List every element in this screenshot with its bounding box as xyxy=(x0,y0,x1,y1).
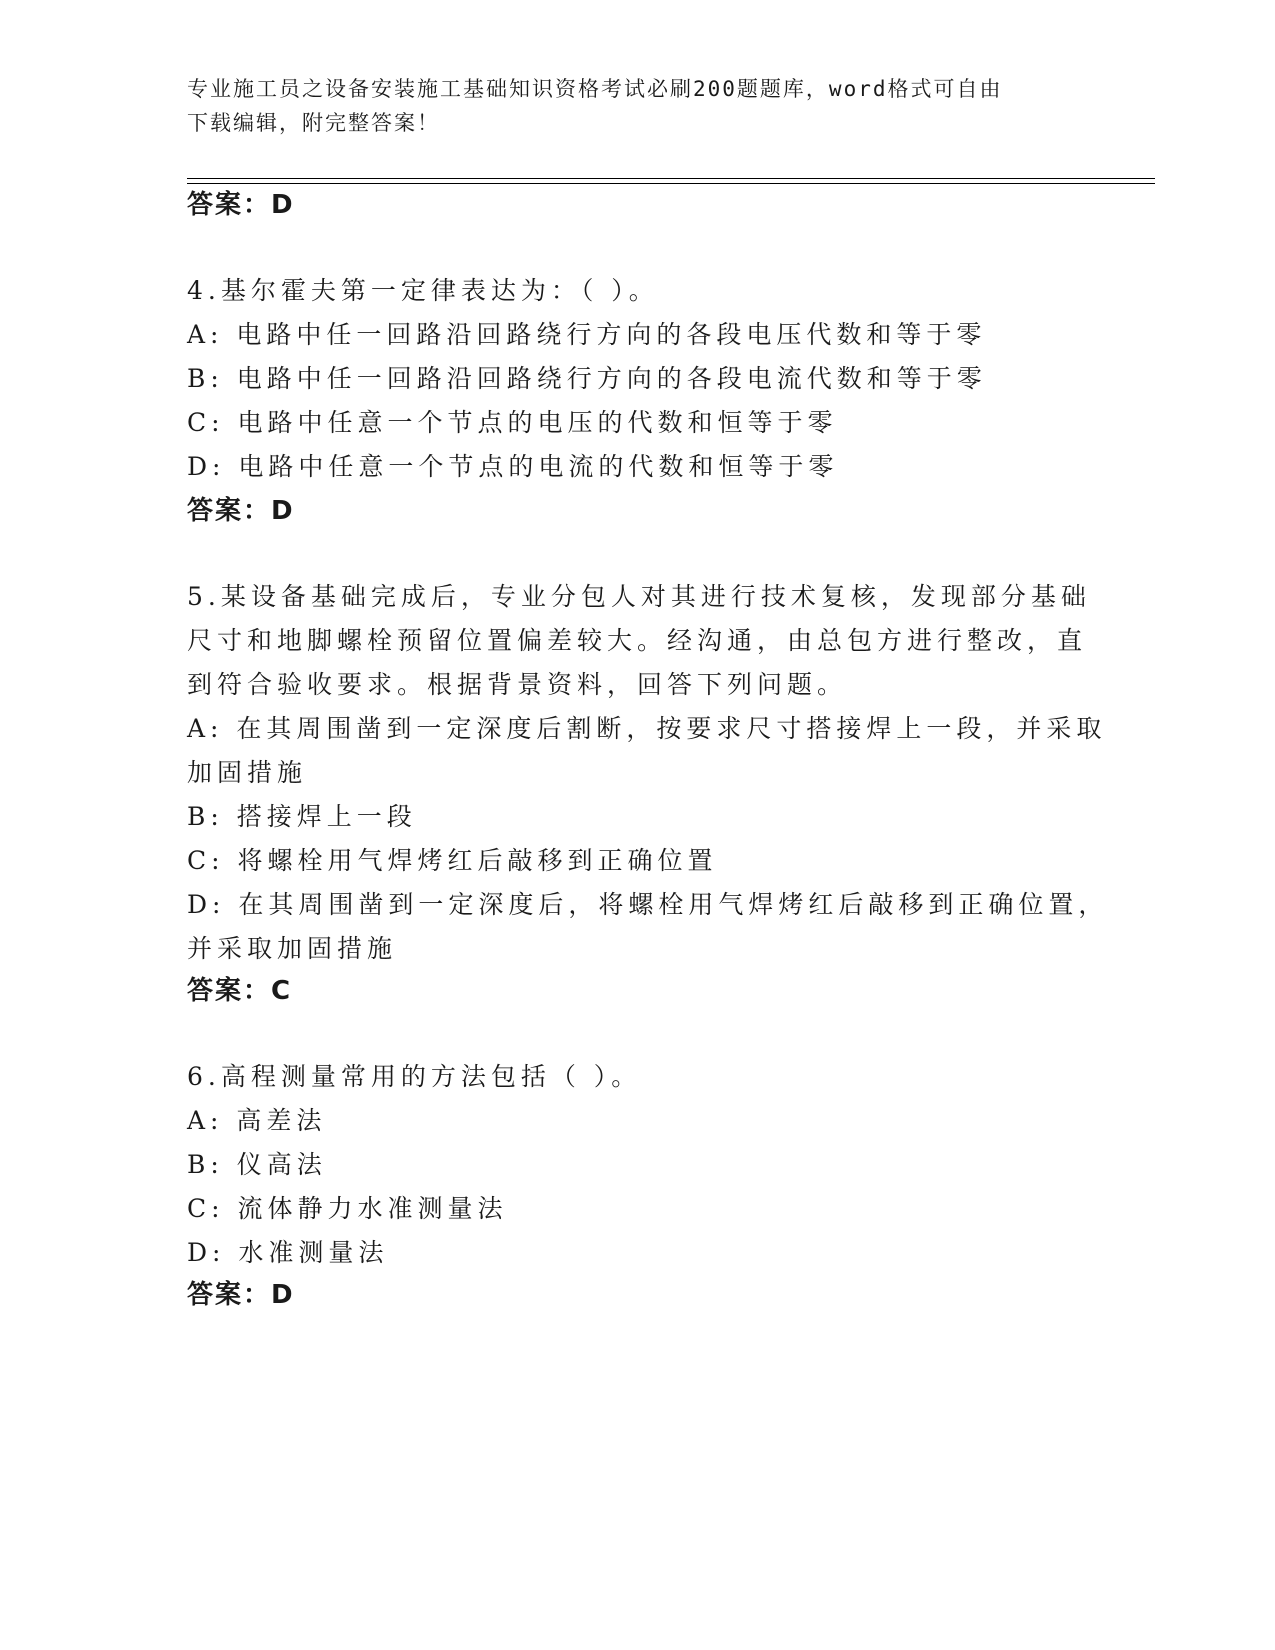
header-divider-bottom xyxy=(187,183,1155,184)
question-4-answer: 答案：D xyxy=(187,496,295,526)
question-4-option-c: C: 电路中任意一个节点的电压的代数和恒等于零 xyxy=(187,408,838,437)
question-5-option-b: B: 搭接焊上一段 xyxy=(187,802,417,831)
question-4-option-d: D: 电路中任意一个节点的电流的代数和恒等于零 xyxy=(187,452,839,481)
question-4-option-b: B: 电路中任一回路沿回路绕行方向的各段电流代数和等于零 xyxy=(187,364,987,393)
question-6-option-d: D: 水准测量法 xyxy=(187,1238,389,1267)
question-5-answer: 答案：C xyxy=(187,976,293,1006)
question-4-option-a: A: 电路中任一回路沿回路绕行方向的各段电压代数和等于零 xyxy=(187,320,987,349)
page-header xyxy=(187,72,1067,140)
question-4-stem: 4.基尔霍夫第一定律表达为：（ ）。 xyxy=(187,276,659,305)
question-5-option-d-line-1: D: 在其周围凿到一定深度后，将螺栓用气焊烤红后敲移到正确位置， xyxy=(187,890,1109,919)
question-6-answer: 答案：D xyxy=(187,1280,295,1310)
header-divider-top xyxy=(187,178,1155,179)
question-5-option-c: C: 将螺栓用气焊烤红后敲移到正确位置 xyxy=(187,846,718,875)
question-6-option-a: A: 高差法 xyxy=(187,1106,327,1135)
question-6-option-b: B: 仪高法 xyxy=(187,1150,327,1179)
header-title-line-2: 下载编辑，附完整答案！ xyxy=(187,111,440,135)
question-5-stem-line-2: 尺寸和地脚螺栓预留位置偏差较大。经沟通，由总包方进行整改，直 xyxy=(187,626,1088,655)
question-5-option-a-line-2: 加固措施 xyxy=(187,758,308,787)
question-6-stem: 6.高程测量常用的方法包括（ ）。 xyxy=(187,1062,642,1091)
header-title-line-1: 专业施工员之设备安装施工基础知识资格考试必刷200题题库，word格式可自由 xyxy=(187,77,1003,101)
question-5-stem-line-1: 5.某设备基础完成后，专业分包人对其进行技术复核，发现部分基础 xyxy=(187,582,1091,611)
question-5-option-d-line-2: 并采取加固措施 xyxy=(187,934,398,963)
previous-answer: 答案：D xyxy=(187,190,295,220)
question-6-option-c: C: 流体静力水准测量法 xyxy=(187,1194,508,1223)
question-5-stem-line-3: 到符合验收要求。根据背景资料，回答下列问题。 xyxy=(187,670,848,699)
question-5-option-a-line-1: A: 在其周围凿到一定深度后割断，按要求尺寸搭接焊上一段，并采取 xyxy=(187,714,1107,743)
